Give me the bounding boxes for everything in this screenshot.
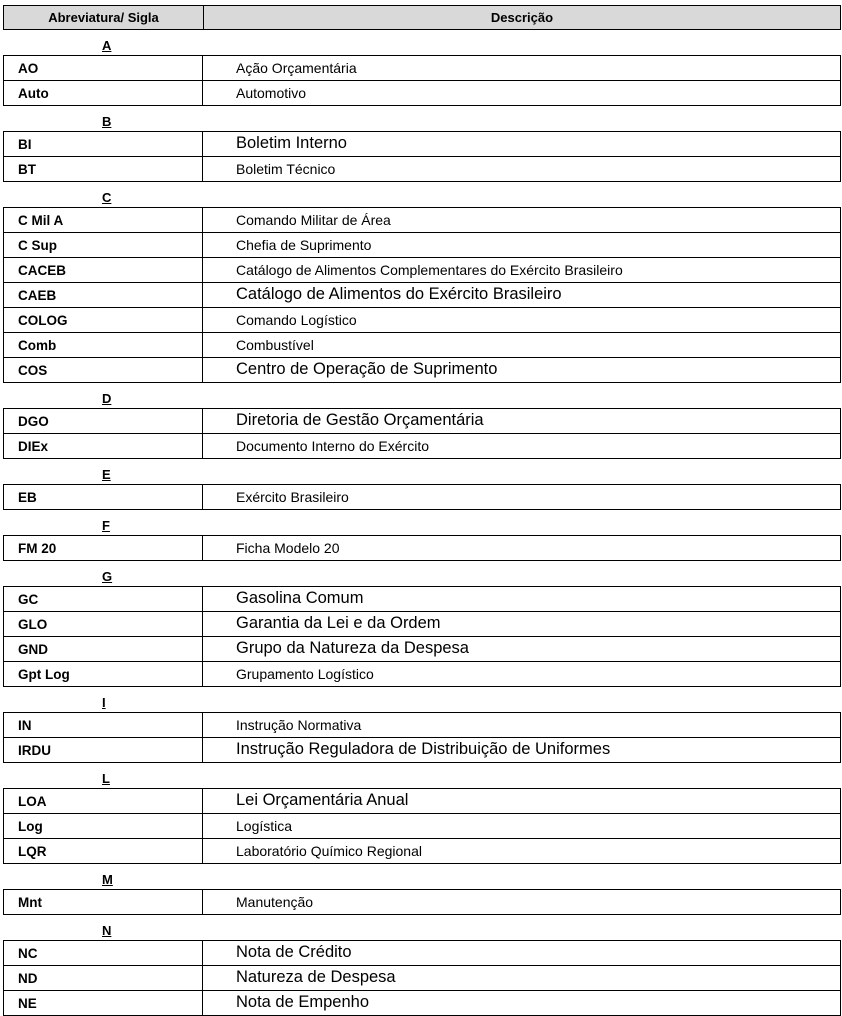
- abbreviation-cell: ND: [4, 966, 203, 990]
- table-row: [4, 612, 840, 637]
- section-letter-row: [3, 763, 841, 788]
- abbreviation-cell: IRDU: [4, 738, 203, 762]
- section-letter-row: [3, 383, 841, 408]
- abbreviation-cell: FM 20: [4, 536, 203, 560]
- section-group: [3, 55, 841, 106]
- table-row: [4, 587, 840, 612]
- description-cell: Boletim Interno: [236, 134, 347, 152]
- section-group: [3, 535, 841, 561]
- abbreviation-cell: C Sup: [4, 233, 203, 257]
- table-row: [4, 713, 840, 738]
- description-cell: Grupamento Logístico: [236, 666, 374, 682]
- section-letter-row: [3, 915, 841, 940]
- section-group: [3, 207, 841, 383]
- table-row: [4, 738, 840, 763]
- section-letter-row: [3, 864, 841, 889]
- abbreviation-cell: DGO: [4, 409, 203, 433]
- section-letter-row: [3, 182, 841, 207]
- section-group: [3, 586, 841, 687]
- description-cell: Documento Interno do Exército: [236, 438, 429, 454]
- section-letter-row: [3, 459, 841, 484]
- table-row: [4, 637, 840, 662]
- section-group: [3, 712, 841, 763]
- description-cell: Catálogo de Alimentos Complementares do Exército Brasileiro: [236, 262, 623, 278]
- description-cell: Laboratório Químico Regional: [236, 843, 422, 859]
- table-row: [4, 839, 840, 864]
- description-cell: Comando Logístico: [236, 312, 357, 328]
- section-letter: E: [102, 467, 111, 482]
- table-row: [4, 81, 840, 106]
- abbreviation-cell: Mnt: [4, 890, 203, 914]
- table-row: [4, 789, 840, 814]
- abbreviation-cell: C Mil A: [4, 208, 203, 232]
- abbreviation-cell: GLO: [4, 612, 203, 636]
- header-description: Descrição: [490, 10, 554, 25]
- table-header: [3, 5, 841, 30]
- table-row: [4, 233, 840, 258]
- description-cell: Logística: [236, 818, 293, 834]
- header-abbreviation: Abreviatura/ Sigla: [4, 6, 204, 29]
- section-letter: C: [102, 190, 112, 205]
- description-cell: Diretoria de Gestão Orçamentária: [236, 411, 484, 429]
- description-cell: Garantia da Lei e da Ordem: [236, 614, 441, 632]
- abbreviation-cell: LQR: [4, 839, 203, 863]
- table-row: [4, 409, 840, 434]
- description-cell: Grupo da Natureza da Despesa: [236, 639, 469, 657]
- description-cell: Manutenção: [236, 894, 314, 910]
- section-letter-row: [3, 106, 841, 131]
- table-row: [4, 258, 840, 283]
- table-row: [4, 890, 840, 915]
- table-row: [4, 308, 840, 333]
- section-letter: L: [102, 771, 110, 786]
- section-letter: N: [102, 923, 112, 938]
- section-letter-row: [3, 30, 841, 55]
- description-cell: Chefia de Suprimento: [236, 237, 372, 253]
- abbreviation-cell: CACEB: [4, 258, 203, 282]
- table-row: [4, 358, 840, 383]
- abbreviation-cell: IN: [4, 713, 203, 737]
- table-row: [4, 157, 840, 182]
- abbreviation-cell: Log: [4, 814, 203, 838]
- table-row: [4, 333, 840, 358]
- section-letter: A: [102, 38, 112, 53]
- abbreviation-cell: BI: [4, 132, 203, 156]
- section-group: [3, 131, 841, 182]
- section-group: [3, 788, 841, 864]
- description-cell: Nota de Crédito: [236, 943, 352, 961]
- abbreviation-cell: EB: [4, 485, 203, 509]
- description-cell: Automotivo: [236, 85, 307, 101]
- section-letter-row: [3, 561, 841, 586]
- table-row: [4, 814, 840, 839]
- abbreviation-cell: GND: [4, 637, 203, 661]
- description-cell: Lei Orçamentária Anual: [236, 791, 409, 809]
- description-cell: Exército Brasileiro: [236, 489, 349, 505]
- abbreviation-cell: Comb: [4, 333, 203, 357]
- abbreviations-table: [3, 5, 841, 1016]
- table-row: [4, 941, 840, 966]
- table-row: [4, 132, 840, 157]
- table-row: [4, 56, 840, 81]
- description-cell: Natureza de Despesa: [236, 968, 396, 986]
- description-cell: Nota de Empenho: [236, 993, 370, 1011]
- description-cell: Catálogo de Alimentos do Exército Brasileiro: [236, 285, 562, 303]
- description-cell: Gasolina Comum: [236, 589, 364, 607]
- abbreviation-cell: Auto: [4, 81, 203, 105]
- description-cell: Ação Orçamentária: [236, 60, 357, 76]
- section-letter: D: [102, 391, 112, 406]
- abbreviation-cell: AO: [4, 56, 203, 80]
- section-letter: I: [102, 695, 106, 710]
- description-cell: Instrução Normativa: [236, 717, 362, 733]
- table-row: [4, 536, 840, 561]
- table-row: [4, 966, 840, 991]
- description-cell: Centro de Operação de Suprimento: [236, 360, 498, 378]
- abbreviation-cell: GC: [4, 587, 203, 611]
- description-cell: Comando Militar de Área: [236, 212, 391, 228]
- abbreviation-cell: LOA: [4, 789, 203, 813]
- table-row: [4, 283, 840, 308]
- section-letter-row: [3, 510, 841, 535]
- abbreviation-cell: NC: [4, 941, 203, 965]
- section-letter: F: [102, 518, 110, 533]
- section-group: [3, 940, 841, 1016]
- abbreviation-cell: NE: [4, 991, 203, 1015]
- description-cell: Combustível: [236, 337, 314, 353]
- abbreviation-cell: COS: [4, 358, 203, 382]
- section-letter: M: [102, 872, 113, 887]
- section-group: [3, 484, 841, 510]
- abbreviation-cell: CAEB: [4, 283, 203, 307]
- section-group: [3, 408, 841, 459]
- table-row: [4, 208, 840, 233]
- description-cell: Instrução Reguladora de Distribuição de Uniformes: [236, 740, 611, 758]
- description-cell: Boletim Técnico: [236, 161, 336, 177]
- abbreviation-cell: Gpt Log: [4, 662, 203, 686]
- abbreviation-cell: COLOG: [4, 308, 203, 332]
- description-cell: Ficha Modelo 20: [236, 540, 340, 556]
- section-letter: G: [102, 569, 113, 584]
- table-row: [4, 434, 840, 459]
- section-letter: B: [102, 114, 112, 129]
- section-letter-row: [3, 687, 841, 712]
- table-row: [4, 662, 840, 687]
- abbreviation-cell: BT: [4, 157, 203, 181]
- section-group: [3, 889, 841, 915]
- abbreviation-cell: DIEx: [4, 434, 203, 458]
- table-row: [4, 991, 840, 1016]
- table-row: [4, 485, 840, 510]
- table-body: [3, 30, 841, 1016]
